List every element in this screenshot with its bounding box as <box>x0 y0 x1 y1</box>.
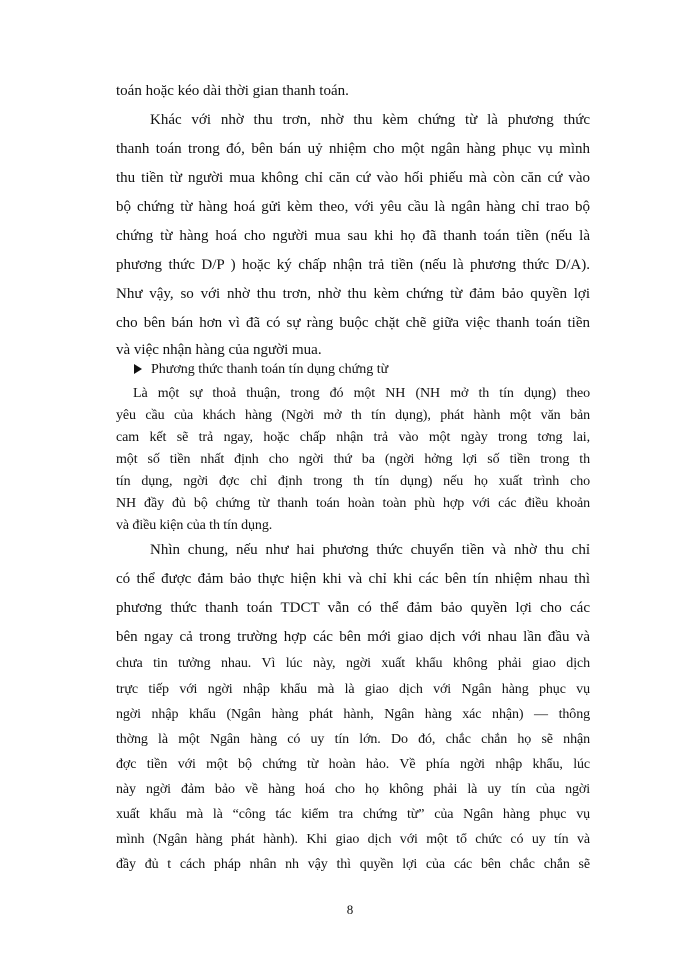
text-line-18: và điều kiện của th tín dụng. <box>116 518 273 533</box>
text-line-2: Khác với nhờ thu trơn, nhờ thu kèm chứng từ là phương thức <box>150 112 590 128</box>
text-line-31: đầy đủ t cách pháp nhân nh vậy thì quyền lợi của các bên chắc chắn sẽ <box>116 857 590 872</box>
text-line-15: một số tiền nhất định cho ngời thứ ba (ngời hởng lợi số tiền trong th <box>116 452 590 467</box>
text-line-28: này ngời đảm bảo về hàng hoá cho họ không phải là uy tín của ngời <box>116 782 590 797</box>
text-line-7: phương thức D/P ) hoặc ký chấp nhận trả tiền (nếu là phương thức D/A). <box>116 257 590 273</box>
text-line-5: bộ chứng từ hàng hoá gửi kèm theo, với yêu cầu là ngân hàng chỉ trao bộ <box>116 199 590 215</box>
text-line-22: bên ngay cả trong trường hợp các bên mới giao dịch với nhau lần đầu và <box>116 629 590 645</box>
text-line-9: cho bên bán hơn vì đã có sự ràng buộc chặt chẽ giữa việc thanh toán tiền <box>116 315 590 331</box>
text-line-13: yêu cầu của khách hàng (Ngời mở th tín dụng), phát hành một văn bản <box>116 408 590 423</box>
arrow-bullet-icon <box>134 364 142 374</box>
text-line-26: thờng là một Ngân hàng có uy tín lớn. Do đó, chắc chắn họ sẽ nhận <box>116 732 590 747</box>
text-line-1: toán hoặc kéo dài thời gian thanh toán. <box>116 83 349 99</box>
text-line-6: chứng từ hàng hoá cho người mua sau khi họ đã thanh toán tiền (nếu là <box>116 228 590 244</box>
text-line-4: thu tiền từ người mua không chỉ căn cứ vào hối phiếu mà còn căn cứ vào <box>116 170 590 186</box>
text-line-17: NH đầy đủ bộ chứng từ thanh toán hoàn toàn phù hợp với các điều khoản <box>116 496 590 511</box>
section-heading-text: Phương thức thanh toán tín dụng chứng từ <box>151 362 389 377</box>
text-line-19: Nhìn chung, nếu như hai phương thức chuyển tiền và nhờ thu chỉ <box>150 542 590 558</box>
text-line-12: Là một sự thoả thuận, trong đó một NH (NH mở th tín dụng) theo <box>133 386 590 401</box>
text-line-24: trực tiếp với ngời nhập khẩu mà là giao dịch với Ngân hàng phục vụ <box>116 682 590 697</box>
text-line-16: tín dụng, ngời đợc chỉ định trong th tín dụng) nếu họ xuất trình cho <box>116 474 590 489</box>
text-line-21: phương thức thanh toán TDCT vẫn có thể đảm bảo quyền lợi cho các <box>116 600 590 616</box>
text-line-10: và việc nhận hàng của người mua. <box>116 342 322 358</box>
text-line-30: mình (Ngân hàng phát hành). Khi giao dịch với một tổ chức có uy tín và <box>116 832 590 847</box>
text-line-25: ngời nhập khẩu (Ngân hàng phát hành, Ngân hàng xác nhận) — thông <box>116 707 590 722</box>
text-line-23: chưa tin tưởng nhau. Vì lúc này, ngời xuất khẩu không phải giao dịch <box>116 656 590 671</box>
text-line-14: cam kết sẽ trả ngay, hoặc chấp nhận trả vào một ngày trong tơng lai, <box>116 430 590 445</box>
text-line-20: có thể được đảm bảo thực hiện khi và chỉ khi các bên tín nhiệm nhau thì <box>116 571 590 587</box>
text-line-27: đợc tiền với một bộ chứng từ hoàn hảo. Về phía ngời nhập khẩu, lúc <box>116 757 590 772</box>
text-line-29: xuất khẩu mà là “công tác kiểm tra chứng từ” của Ngân hàng phục vụ <box>116 807 590 822</box>
text-line-8: Như vậy, so với nhờ thu trơn, nhờ thu kèm chứng từ đảm bảo quyền lợi <box>116 286 590 302</box>
page-number: 8 <box>346 902 354 917</box>
section-heading <box>134 360 388 380</box>
text-line-3: thanh toán trong đó, bên bán uỷ nhiệm cho một ngân hàng phục vụ mình <box>116 141 590 157</box>
